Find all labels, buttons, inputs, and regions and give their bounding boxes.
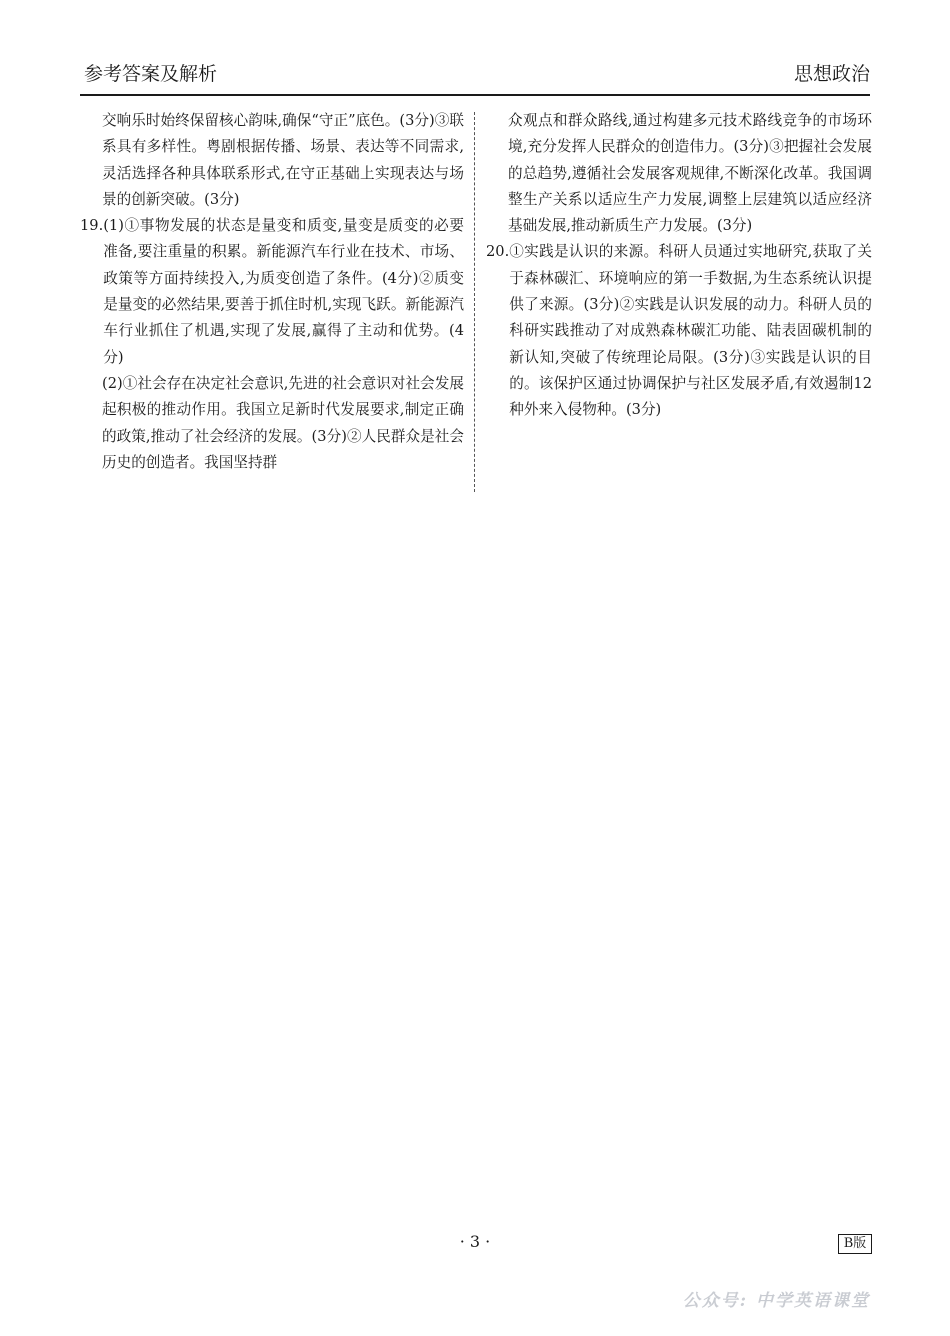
question-number-19: 19.	[80, 217, 104, 235]
answer-20-text: ①实践是认识的来源。科研人员通过实地研究,获取了关于森林碳汇、环境响应的第一手数据,为生态系统认识提供了来源。(3分)②实践是认识发展的动力。科研人员的科研实践推动了对成熟森林碳汇功能、陆表固碳机制的新认知,突破了传统理论局限。(3分)③实践是认识的目的。该保护区通过协调保护与社区发展矛盾,有效遏制12种外来入侵物种。(3分)	[509, 243, 872, 419]
right-column	[486, 108, 872, 424]
answer-19	[80, 213, 464, 371]
left-column	[80, 108, 464, 476]
edition-badge: B版	[838, 1234, 872, 1254]
header-rule	[80, 94, 870, 96]
watermark-text: 公众号: 中学英语课堂	[682, 1291, 870, 1311]
answer-20	[486, 239, 872, 423]
answer-19-part2: (2)①社会存在决定社会意识,先进的社会意识对社会发展起积极的推动作用。我国立足新时代发展要求,制定正确的政策,推动了社会经济的发展。(3分)②人民群众是社会历史的创造者。我国坚持群	[102, 374, 464, 471]
answer-19-part1: (1)①事物发展的状态是量变和质变,量变是质变的必要准备,要注重量的积累。新能源汽车行业在技术、市场、政策等方面持续投入,为质变创造了条件。(4分)②质变是量变的必然结果,要善于抓住时机,实现飞跃。新能源汽车行业抓住了机遇,实现了发展,赢得了主动和优势。(4分)	[103, 217, 464, 366]
question-number-20: 20.	[486, 243, 510, 261]
page-number: · 3 ·	[459, 1232, 491, 1251]
column-divider	[474, 112, 475, 492]
header-subject-title: 思想政治	[793, 63, 870, 85]
answer-19-continuation: 众观点和群众路线,通过构建多元技术路线竞争的市场环境,充分发挥人民群众的创造伟力。(3分)③把握社会发展的总趋势,遵循社会发展客观规律,不断深化改革。我国调整生产关系以适应生产力发展,调整上层建筑以适应经济基础发展,推动新质生产力发展。(3分)	[508, 112, 872, 235]
header-left-title: 参考答案及解析	[84, 63, 218, 85]
answer-18-continuation: 交响乐时始终保留核心韵味,确保“守正”底色。(3分)③联系具有多样性。粤剧根据传播、场景、表达等不同需求,灵活选择各种具体联系形式,在守正基础上实现表达与场景的创新突破。(3分)	[102, 112, 464, 208]
